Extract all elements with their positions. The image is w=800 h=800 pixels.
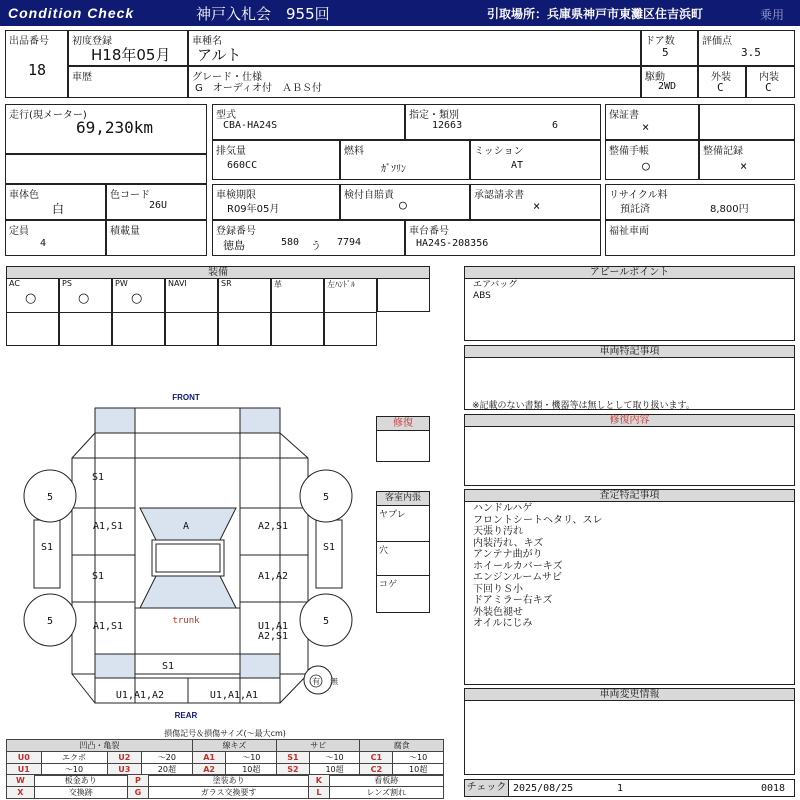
equipment-col-7 [324, 278, 377, 346]
score-value: 3.5 [741, 46, 761, 59]
inspection-value: R09年05月 [227, 204, 280, 215]
interior-row-1 [377, 506, 429, 542]
warranty-cell [605, 104, 699, 140]
bumper-right-damage: U1,A1,A1 [209, 690, 259, 701]
capacity-value: 4 [40, 238, 47, 249]
change-info-title: 車両変更情報 [464, 688, 795, 701]
welfare-label: 福祉車両 [609, 226, 649, 237]
car-name-cell [188, 30, 641, 66]
repair-content-panel [464, 426, 795, 486]
mileage-cell [5, 104, 207, 154]
vehicle-category: 乗用 [760, 8, 785, 22]
appeal-title: アピールポイント [464, 266, 795, 279]
equipment-label: 革 [274, 280, 282, 289]
interior-box [376, 491, 430, 613]
grade-value: G オーディオ付 ＡＢＳ付 [195, 83, 322, 94]
equipment-col-6 [271, 278, 324, 346]
fuel-value: ｶﾞｿﾘﾝ [381, 164, 406, 175]
color-code-value: 26U [149, 200, 168, 211]
equipment-value: ○ [131, 291, 143, 306]
doors-cell [641, 30, 698, 66]
doors-value: 5 [662, 46, 669, 59]
tire-fr-value: 5 [322, 492, 330, 503]
interior-label: 内装 [759, 72, 779, 83]
equipment-blank-cell [377, 278, 430, 312]
insurance-cell [340, 184, 470, 220]
first-registration-label: 初度登録 [72, 36, 112, 47]
exterior-value: C [717, 81, 724, 94]
exterior-cell [698, 66, 746, 98]
right-rear-damage-2: A2,S1 [257, 631, 289, 642]
damage-legend [6, 729, 444, 797]
inspection-cell [212, 184, 340, 220]
category-value: 6 [552, 120, 559, 131]
legend-cell: 20超 [142, 764, 193, 776]
equipment-divider [325, 312, 376, 313]
reg-city: 徳島 [223, 239, 245, 252]
history-cell [68, 66, 188, 98]
assessment-title: 査定特記事項 [464, 489, 795, 502]
legend-cell: 10超 [393, 764, 444, 776]
legend-rust-title: サビ [277, 740, 360, 752]
recycle-amount: 8,800円 [710, 204, 749, 215]
bumper-left-damage: U1,A1,A2 [115, 690, 165, 701]
equipment-col-1 [6, 278, 59, 346]
legend-cell: ～10 [309, 752, 360, 764]
legend-cell: G [127, 787, 148, 799]
spare-yes: 有 [312, 677, 320, 686]
interior-title: 客室内張 [377, 492, 429, 506]
equipment-divider [219, 312, 270, 313]
warranty-extra-cell [699, 104, 795, 140]
check-row [464, 779, 795, 797]
rear-left-corner-panel [95, 654, 135, 678]
right-side-damage: S1 [322, 542, 336, 553]
check-number: 1 [617, 783, 624, 794]
equipment-divider [272, 312, 323, 313]
left-fender-damage: A1,S1 [92, 521, 124, 532]
maint-record-cell [699, 140, 795, 180]
sheet-title: Condition Check [8, 5, 135, 21]
warranty-label: 保証書 [609, 110, 639, 121]
legend-cell: U0 [7, 752, 42, 764]
spare-no: 無 [330, 677, 338, 686]
body-color-label: 車体色 [9, 190, 39, 201]
equipment-grid [6, 278, 430, 346]
grade-cell [188, 66, 641, 98]
drive-label: 駆動 [645, 72, 665, 83]
mission-label: ミッション [474, 146, 524, 157]
reg-kana: う [311, 241, 321, 252]
change-info-panel [464, 700, 795, 775]
tire-fl-value: 5 [46, 492, 54, 503]
legend-cell: C1 [360, 752, 393, 764]
legend-scratch-title: 線キズ [192, 740, 276, 752]
equipment-label: PS [62, 279, 72, 288]
interior-item-3: コゲ [379, 580, 398, 590]
rear-right-corner-panel [240, 654, 280, 678]
equipment-col-2 [59, 278, 112, 346]
left-side-damage: S1 [40, 542, 54, 553]
legend-cell: W [7, 775, 35, 787]
recycle-status: 預託済 [620, 204, 650, 215]
legend-cell: P [127, 775, 148, 787]
legend-cell: 看板跡 [329, 775, 443, 787]
legend-cell: ～10 [393, 752, 444, 764]
front-label: FRONT [172, 393, 200, 402]
designation-label: 指定・類別 [409, 110, 459, 121]
repair-title: 修復 [377, 417, 429, 431]
equipment-value: ○ [78, 291, 90, 306]
displacement-cell [212, 140, 340, 180]
left-door-rear-damage: A1,S1 [92, 621, 124, 632]
rear-panel-damage: S1 [161, 661, 175, 672]
first-registration-cell [68, 30, 188, 66]
car-name-label: 車種名 [192, 36, 222, 47]
front-left-corner-panel [95, 408, 135, 433]
legend-cell: U1 [7, 764, 42, 776]
reg-class: 580 [281, 237, 300, 248]
grade-label: グレード・仕様 [192, 72, 262, 83]
equipment-title: 装備 [6, 266, 430, 279]
auction-name: 神戸入札会 955回 [196, 5, 330, 23]
warranty-value: × [642, 120, 650, 134]
equipment-col-4 [165, 278, 218, 346]
interior-value: C [765, 81, 772, 94]
legend-corrosion-title: 腐食 [360, 740, 444, 752]
left-front-damage: S1 [91, 472, 105, 483]
legend-cell: X [7, 787, 35, 799]
legend-cell: S2 [277, 764, 310, 776]
load-cell [106, 220, 207, 256]
appeal-panel [464, 278, 795, 341]
equipment-label: SR [221, 279, 232, 288]
chassis-label: 車台番号 [409, 226, 449, 237]
insurance-label: 検付自賠責 [344, 190, 394, 201]
legend-cell: A2 [192, 764, 226, 776]
manual-value: ○ [642, 159, 650, 174]
interior-item-2: 穴 [379, 546, 389, 556]
displacement-value: 660CC [227, 160, 258, 171]
maint-record-value: × [740, 159, 748, 173]
mileage-extra-cell [5, 154, 207, 184]
manual-cell [605, 140, 699, 180]
tire-rl-value: 5 [46, 616, 54, 627]
equipment-divider [60, 312, 111, 313]
recycle-cell [605, 184, 795, 220]
equipment-col-5 [218, 278, 271, 346]
tire-rr-value: 5 [322, 616, 330, 627]
equipment-label: NAVI [168, 279, 187, 288]
insurance-value: ○ [399, 198, 407, 213]
legend-cell: 交換跡 [34, 787, 127, 799]
score-cell [698, 30, 795, 66]
check-label: チェック [465, 780, 509, 796]
assessment-text: ハンドルハゲ フロントシートヘタリ、スレ 天張り汚れ 内装汚れ、キズ アンテナ曲がり ホイールカバーキズ エンジンルームサビ 下回りＳ小 ドアミラー右キズ 外装色褪せ オイルにじみ [473, 503, 603, 629]
color-code-label: 色コード [110, 190, 150, 201]
mission-value: AT [511, 160, 524, 171]
reg-number: 7794 [337, 237, 362, 248]
lot-number-label: 出品番号 [9, 36, 49, 47]
mileage-value: 69,230km [76, 118, 154, 137]
front-bumper-panel [135, 408, 240, 433]
registration-number-cell [212, 220, 405, 256]
lot-number-cell [5, 30, 68, 98]
interior-row-2 [377, 542, 429, 576]
lot-number-value: 18 [28, 61, 47, 79]
recycle-label: リサイクル料 [609, 190, 668, 201]
legend-table-2 [6, 774, 444, 799]
right-side-panel [316, 520, 342, 588]
special-title: 車両特記事項 [464, 345, 795, 358]
legend-cell: C2 [360, 764, 393, 776]
right-rear-damage: U1,A1 [257, 621, 289, 632]
legend-cell: S1 [277, 752, 310, 764]
color-code-cell [106, 184, 207, 220]
right-fender-damage: A2,S1 [257, 521, 289, 532]
left-side-panel [34, 520, 60, 588]
left-door-front-damage: S1 [91, 571, 105, 582]
legend-cell: エクボ [41, 752, 107, 764]
car-name-value: アルト [197, 46, 242, 64]
equipment-col-3 [112, 278, 165, 346]
assessment-panel [464, 501, 795, 685]
score-label: 評価点 [702, 36, 732, 47]
legend-cell: ～10 [41, 764, 107, 776]
equipment-divider [113, 312, 164, 313]
header-bar [0, 0, 800, 26]
designation-value: 12663 [432, 120, 463, 131]
legend-cell: K [309, 775, 329, 787]
fuel-label: 燃料 [344, 146, 364, 157]
legend-cell: ～20 [142, 752, 193, 764]
special-panel [464, 357, 795, 410]
doors-label: ドア数 [645, 36, 675, 47]
approval-label: 承認請求書 [474, 190, 524, 201]
repair-box [376, 416, 430, 462]
hood-damage: A [182, 521, 190, 532]
trunk-label: trunk [172, 616, 200, 626]
rear-window-panel [140, 576, 236, 608]
mission-cell [470, 140, 601, 180]
interior-item-1: ヤブレ [379, 510, 406, 520]
load-label: 積載量 [110, 226, 140, 237]
rear-label: REAR [174, 711, 198, 720]
registration-number-label: 登録番号 [216, 226, 256, 237]
legend-cell: 板金あり [34, 775, 127, 787]
legend-cell: U3 [107, 764, 142, 776]
legend-cell: ～10 [226, 752, 277, 764]
pickup-location: 引取場所：兵庫県神戸市東灘区住吉浜町 [487, 7, 704, 21]
repair-content-title: 修復内容 [464, 414, 795, 427]
manual-label: 整備手帳 [609, 146, 649, 157]
maint-record-label: 整備記録 [703, 146, 743, 157]
displacement-label: 排気量 [216, 146, 246, 157]
equipment-divider [166, 312, 217, 313]
legend-cell: L [309, 787, 329, 799]
capacity-cell [5, 220, 106, 256]
inspection-label: 車検期限 [216, 190, 256, 201]
chassis-value: HA24S-208356 [416, 238, 489, 249]
special-note: ※記載のない書類・機器等は無しとして取り扱います。 [472, 401, 695, 411]
legend-cell: 10超 [309, 764, 360, 776]
approval-value: × [533, 199, 541, 213]
legend-cell: 塗装あり [149, 775, 309, 787]
drive-value: 2WD [658, 81, 677, 92]
body-color-value: 白 [52, 202, 65, 216]
equipment-value: ○ [25, 291, 37, 306]
approval-cell [470, 184, 601, 220]
check-code: 0018 [761, 783, 786, 794]
legend-cell: U2 [107, 752, 142, 764]
legend-cell: ガラス交換要す [149, 787, 309, 799]
check-date: 2025/08/25 [513, 783, 574, 794]
drive-cell [641, 66, 698, 98]
right-door-front-damage: A1,A2 [257, 571, 289, 582]
front-right-corner-panel [240, 408, 280, 433]
welfare-cell [605, 220, 795, 256]
model-cell [212, 104, 405, 140]
mileage-label: 走行(現メーター) [9, 110, 87, 121]
legend-title: 損傷記号＆損傷サイズ(～最大cm) [164, 729, 286, 738]
legend-cell: 10超 [226, 764, 277, 776]
equipment-divider [7, 312, 58, 313]
interior-row-3 [377, 576, 429, 612]
body-color-cell [5, 184, 106, 220]
appeal-text: エアバッグ ABS [473, 280, 518, 302]
equipment-label: PW [115, 279, 128, 288]
exterior-label: 外装 [711, 72, 731, 83]
interior-cell [746, 66, 795, 98]
history-label: 車歴 [72, 72, 92, 83]
legend-dent-title: 凹凸・亀裂 [7, 740, 193, 752]
model-label: 型式 [216, 110, 236, 121]
legend-cell: レンズ割れ [329, 787, 443, 799]
legend-cell: A1 [192, 752, 226, 764]
designation-cell [405, 104, 601, 140]
legend-table [6, 739, 444, 776]
equipment-label: AC [9, 279, 20, 288]
fuel-cell [340, 140, 470, 180]
chassis-cell [405, 220, 601, 256]
model-value: CBA-HA24S [223, 120, 278, 131]
capacity-label: 定員 [9, 226, 29, 237]
first-registration-value: H18年05月 [91, 46, 171, 64]
equipment-label: 左ﾊﾝﾄﾞﾙ [327, 280, 355, 289]
